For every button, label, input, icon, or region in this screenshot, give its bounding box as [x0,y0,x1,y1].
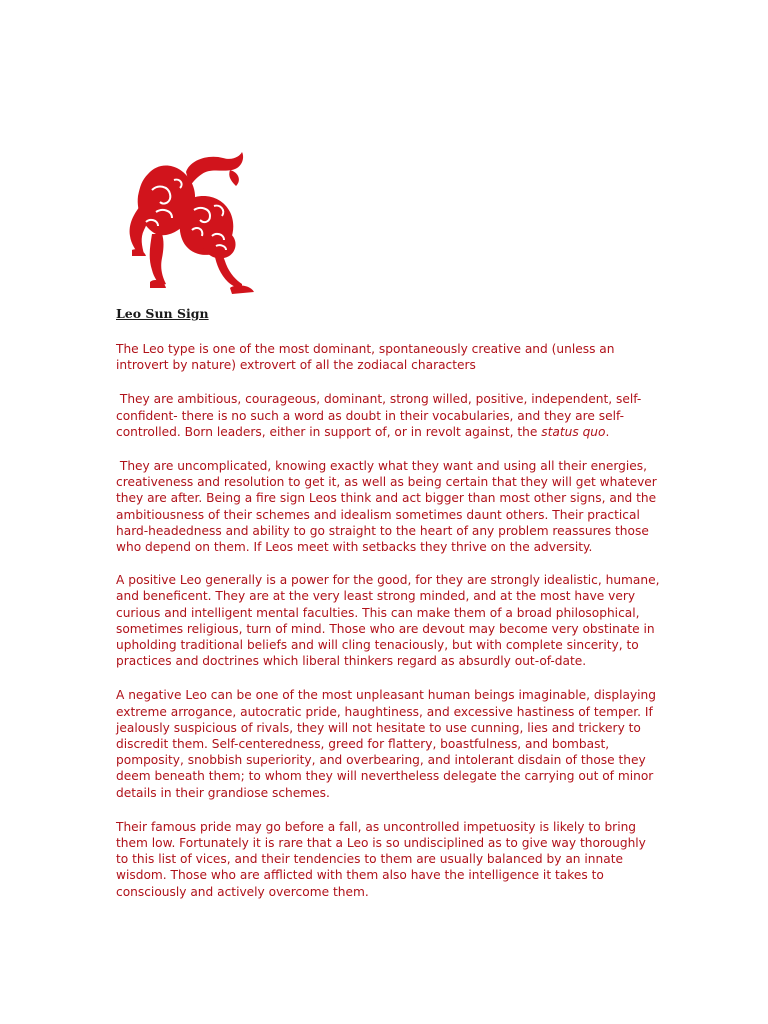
paragraph-traits [116,391,661,440]
paragraph-intro: The Leo type is one of the most dominant, spontaneously creative and (unless an introvert by nature) extrovert of all the zodiacal characters [116,342,615,373]
leo-lion-icon [118,150,263,300]
paragraph-positive-leo: A positive Leo generally is a power for the good, for they are strongly idealistic, humane, and beneficent. They are at the very least strong minded, and at the most have very curious and intelligent mental faculties. This can make them of a broad philosophical, sometimes religious, turn of mind. Those who are devout may become very obstinate in upholding traditional beliefs and will cling tenaciously, but with complete sincerity, to practices and doctrines which liberal thinkers regard as absurdly out-of-date. [116,573,660,669]
document-body [116,341,661,917]
document-title: Leo Sun Sign [116,306,209,321]
paragraph-traits-end: . [605,424,610,439]
status-quo-emphasis: status quo [541,424,606,439]
paragraph-negative-leo: A negative Leo can be one of the most unpleasant human beings imaginable, displaying extreme arrogance, autocratic pride, haughtiness, and excessive hastiness of temper. If jealously suspicious of rivals, they will not hesitate to use cunning, lies and trickery to discredit them. Self-centeredness, greed for flattery, boastfulness, and bombast, pomposity, snobbish superiority, and overbearing, and intolerant disdain of those they deem beneath them; to whom they will nevertheless delegate the carrying out of minor details in their grandiose schemes. [116,688,657,800]
paragraph-uncomplicated [116,458,661,555]
paragraph-traits-text: They are ambitious, courageous, dominant, strong willed, positive, independent, self-confident- there is no such a word as doubt in their vocabularies, and they are self-controlled. Born leaders, either in support of, or in revolt against, the [116,392,642,439]
paragraph-uncomplicated-text: They are uncomplicated, knowing exactly what they want and using all their energies, creativeness and resolution to get it, as well as being certain that they will get whatever they are after. Being a fire sign Leos think and act bigger than most other signs, and the ambitiousness of their schemes and idealism sometimes daunt others. Their practical hard-headedness and ability to go straight to the heart of any problem reassures those who depend on them. If Leos meet with setbacks they thrive on the adversity. [116,459,657,555]
paragraph-pride: Their famous pride may go before a fall, as uncontrolled impetuosity is likely to bring them low. Fortunately it is rare that a Leo is so undisciplined as to give way thoroughly to this list of vices, and their tendencies to them are usually balanced by an innate wisdom. Those who are afflicted with them also have the intelligence it takes to consciously and actively overcome them. [116,819,646,899]
